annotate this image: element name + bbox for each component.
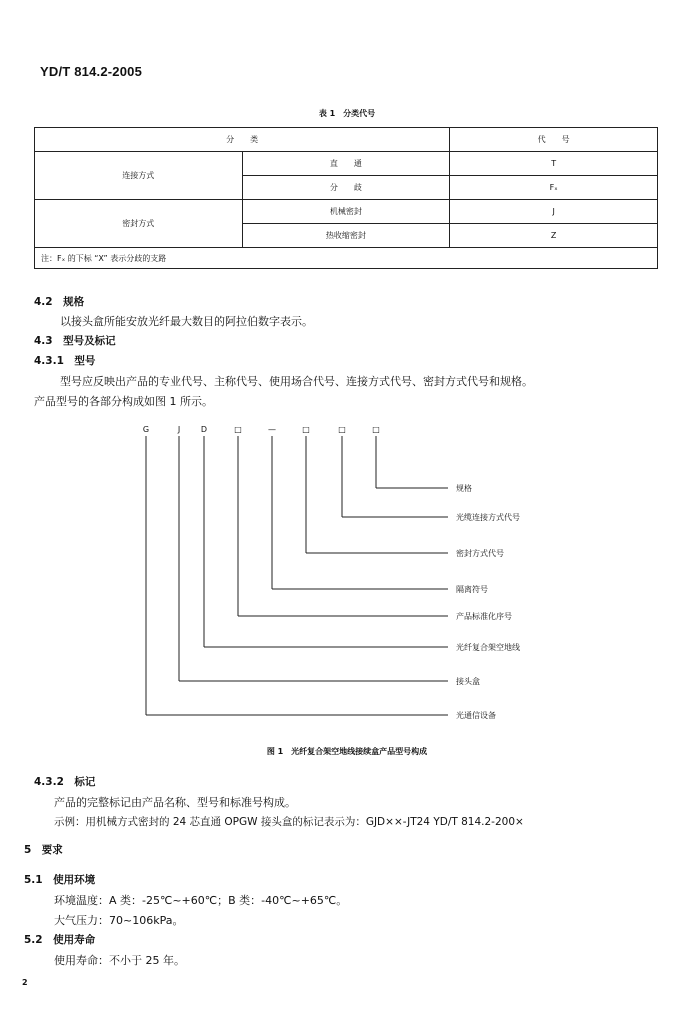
section-4-3-heading: 4.3 型号及标记: [34, 335, 116, 347]
section-5-1-text-1: 环境温度：A 类：-25℃~+60℃；B 类：-40℃~+65℃。: [54, 894, 348, 907]
section-4-3-1-text-1: 型号应反映出产品的专业代号、主称代号、使用场合代号、连接方式代号、密封方式代号和规格。: [60, 375, 533, 388]
code-cell: Z: [450, 224, 658, 248]
section-4-3-2-heading: 4.3.2 标记: [34, 776, 96, 788]
group-cell: 连接方式: [35, 152, 243, 200]
section-4-3-2-text-1: 产品的完整标记由产品名称、型号和标准号构成。: [54, 796, 296, 809]
label-spec: 规格: [456, 484, 472, 493]
label-serial: 产品标准化序号: [456, 612, 512, 621]
group-cell: 密封方式: [35, 200, 243, 248]
label-connection: 光缆连接方式代号: [456, 513, 520, 522]
figure-1-caption: 图 1 光纤复合架空地线接续盒产品型号构成: [266, 747, 428, 756]
code-cell: Fₓ: [450, 176, 658, 200]
section-4-3-2-text-2: 示例：用机械方式密封的 24 芯直通 OPGW 接头盒的标记表示为：GJD××-JT24 YD/T 814.2-200×: [54, 816, 524, 828]
section-5-heading: 5 要求: [24, 844, 63, 856]
code-serial-box: □: [234, 425, 242, 434]
label-closure: 接头盒: [456, 677, 480, 686]
diagram-lines: [146, 436, 448, 715]
section-4-2-heading: 4.2 规格: [34, 296, 85, 308]
table-1-title: 表 1 分类代号: [318, 109, 376, 118]
item-cell: 热收缩密封: [242, 224, 450, 248]
item-cell: 分 歧: [242, 176, 450, 200]
page-number: 2: [22, 978, 28, 987]
header-category: 分 类: [35, 128, 450, 152]
document-number: YD/T 814.2-2005: [40, 64, 143, 79]
section-5-2-heading: 5.2 使用寿命: [24, 934, 96, 946]
item-cell: 机械密封: [242, 200, 450, 224]
section-4-3-1-text-2: 产品型号的各部分构成如图 1 所示。: [34, 395, 213, 408]
code-cell: T: [450, 152, 658, 176]
section-5-1-heading: 5.1 使用环境: [24, 874, 96, 886]
section-4-3-1-heading: 4.3.1 型号: [34, 355, 96, 367]
code-d: D: [200, 425, 208, 434]
code-j: J: [177, 425, 181, 434]
table-note: 注：Fₓ 的下标 “X” 表示分歧的支路: [35, 248, 658, 269]
code-cell: J: [450, 200, 658, 224]
section-4-2-text: 以接头盒所能安放光纤最大数目的阿拉伯数字表示。: [60, 315, 313, 328]
code-connect-box: □: [338, 425, 346, 434]
code-g: G: [142, 425, 150, 434]
label-seal: 密封方式代号: [456, 549, 504, 558]
header-code: 代 号: [450, 128, 658, 152]
label-equipment: 光通信设备: [456, 711, 496, 720]
item-cell: 直 通: [242, 152, 450, 176]
code-spec-box: □: [372, 425, 380, 434]
code-separator: —: [268, 425, 276, 434]
code-seal-box: □: [302, 425, 310, 434]
section-5-1-text-2: 大气压力：70~106kPa。: [54, 914, 184, 927]
section-5-2-text: 使用寿命：不小于 25 年。: [54, 954, 185, 967]
label-separator: 隔离符号: [456, 585, 488, 594]
label-opgw: 光纤复合架空地线: [456, 643, 520, 652]
